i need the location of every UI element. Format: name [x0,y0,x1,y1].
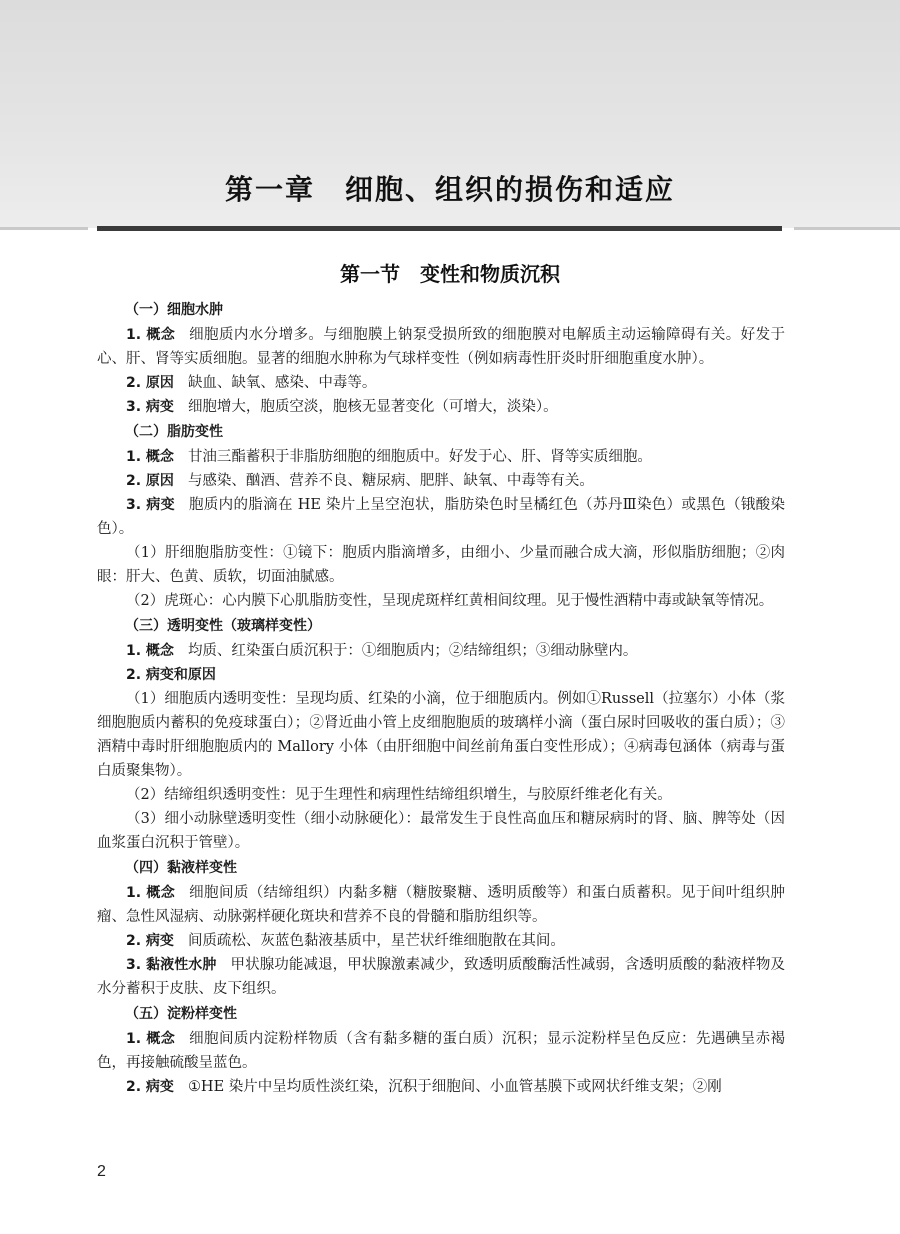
paragraph-text: 细胞质内水分增多。与细胞膜上钠泵受损所致的细胞膜对电解质主动运输障碍有关。好发于心、肝、肾等实质细胞。显著的细胞水肿称为气球样变性（例如病毒性肝炎时肝细胞重度水肿）。 [97,327,785,367]
term-label: 2. 原因 [126,473,174,489]
subsection-heading: （三）透明变性（玻璃样变性） [125,618,321,634]
paragraph [97,541,785,589]
term-label: 1. 概念 [126,327,176,343]
paragraph [97,639,785,663]
body-text [97,297,785,1099]
paragraph [97,807,785,855]
paragraph [97,881,785,929]
subsection-heading: （五）淀粉样变性 [125,1006,237,1022]
section-title: 第一节 变性和物质沉积 [340,262,560,286]
paragraph-text: （1）肝细胞脂肪变性：①镜下：胞质内脂滴增多，由细小、少量而融合成大滴，形似脂肪细胞；②肉眼：肝大、色黄、质软，切面油腻感。 [97,545,785,585]
term-label: 1. 概念 [126,1031,176,1047]
subsection-heading: （二）脂肪变性 [125,424,223,440]
paragraph-text: 胞质内的脂滴在 HE 染片上呈空泡状，脂肪染色时呈橘红色（苏丹Ⅲ染色）或黑色（锇酸染色）。 [97,497,785,537]
paragraph [97,323,785,371]
title-rule-left [0,227,88,230]
paragraph [97,469,785,493]
term-label: 2. 原因 [126,375,174,391]
paragraph-text: 间质疏松、灰蓝色黏液基质中，星芒状纤维细胞散在其间。 [187,933,565,949]
paragraph-text: 与感染、酗酒、营养不良、糖尿病、肥胖、缺氧、中毒等有关。 [187,473,594,489]
term-label: 2. 病变 [126,1079,174,1095]
chapter-title: 第一章 细胞、组织的损伤和适应 [224,173,675,206]
paragraph-text: （1）细胞质内透明变性：呈现均质、红染的小滴，位于细胞质内。例如①Russell（拉塞尔）小体（浆细胞胞质内蓄积的免疫球蛋白）；②肾近曲小管上皮细胞胞质的玻璃样小滴（蛋白尿时回吸收的蛋白质）；③酒精中毒时肝细胞胞质内的 Mallory 小体（由肝细胞中间丝前角蛋白变性形成）；④病毒包涵体（病毒与蛋白质聚集物）。 [97,691,785,779]
title-rule-right [794,227,900,230]
term-label: 2. 病变 [126,933,174,949]
paragraph-text: （2）结缔组织透明变性：见于生理性和病理性结缔组织增生，与胶原纤维老化有关。 [126,787,672,803]
page-number: 2 [97,1163,106,1180]
term-label: 3. 病变 [126,399,174,415]
paragraph-text: 缺血、缺氧、感染、中毒等。 [187,375,377,391]
paragraph-text: ①HE 染片中呈均质性淡红染，沉积于细胞间、小血管基膜下或网状纤维支架；②刚 [187,1079,722,1095]
paragraph-text: 甲状腺功能减退，甲状腺激素减少，致透明质酸酶活性减弱，含透明质酸的黏液样物及水分蓄积于皮肤、皮下组织。 [97,957,786,997]
term-label: 3. 病变 [126,497,175,513]
paragraph-text: 甘油三酯蓄积于非脂肪细胞的细胞质中。好发于心、肝、肾等实质细胞。 [187,449,652,465]
term-label: 2. 病变和原因 [126,667,216,683]
subsection-heading: （四）黏液样变性 [125,860,237,876]
paragraph [97,1075,785,1099]
paragraph [97,783,785,807]
paragraph [97,929,785,953]
paragraph-text: （2）虎斑心：心内膜下心肌脂肪变性，呈现虎斑样红黄相间纹理。见于慢性酒精中毒或缺氧等情况。 [126,593,774,609]
paragraph-text: 细胞间质内淀粉样物质（含有黏多糖的蛋白质）沉积；显示淀粉样呈色反应：先遇碘呈赤褐色，再接触硫酸呈蓝色。 [97,1031,785,1071]
paragraph-text: 细胞增大，胞质空淡，胞核无显著变化（可增大，淡染）。 [187,399,558,415]
paragraph [97,371,785,395]
paragraph [97,687,785,783]
term-label: 1. 概念 [126,449,174,465]
paragraph [97,953,785,1001]
term-label: 1. 概念 [126,643,174,659]
term-label: 3. 黏液性水肿 [126,957,217,973]
title-rule [97,226,782,231]
paragraph-text: 均质、红染蛋白质沉积于：①细胞质内；②结缔组织；③细动脉壁内。 [187,643,638,659]
paragraph [97,1027,785,1075]
subsection-heading: （一）细胞水肿 [125,302,223,318]
paragraph [97,663,785,687]
paragraph [97,445,785,469]
paragraph [97,589,785,613]
paragraph [97,493,785,541]
paragraph-text: 细胞间质（结缔组织）内黏多糖（糖胺聚糖、透明质酸等）和蛋白质蓄积。见于间叶组织肿瘤、急性风湿病、动脉粥样硬化斑块和营养不良的骨髓和脂肪组织等。 [97,885,785,925]
term-label: 1. 概念 [126,885,176,901]
paragraph-text: （3）细小动脉壁透明变性（细小动脉硬化）：最常发生于良性高血压和糖尿病时的肾、脑、脾等处（因血浆蛋白沉积于管壁）。 [97,811,785,851]
paragraph [97,395,785,419]
